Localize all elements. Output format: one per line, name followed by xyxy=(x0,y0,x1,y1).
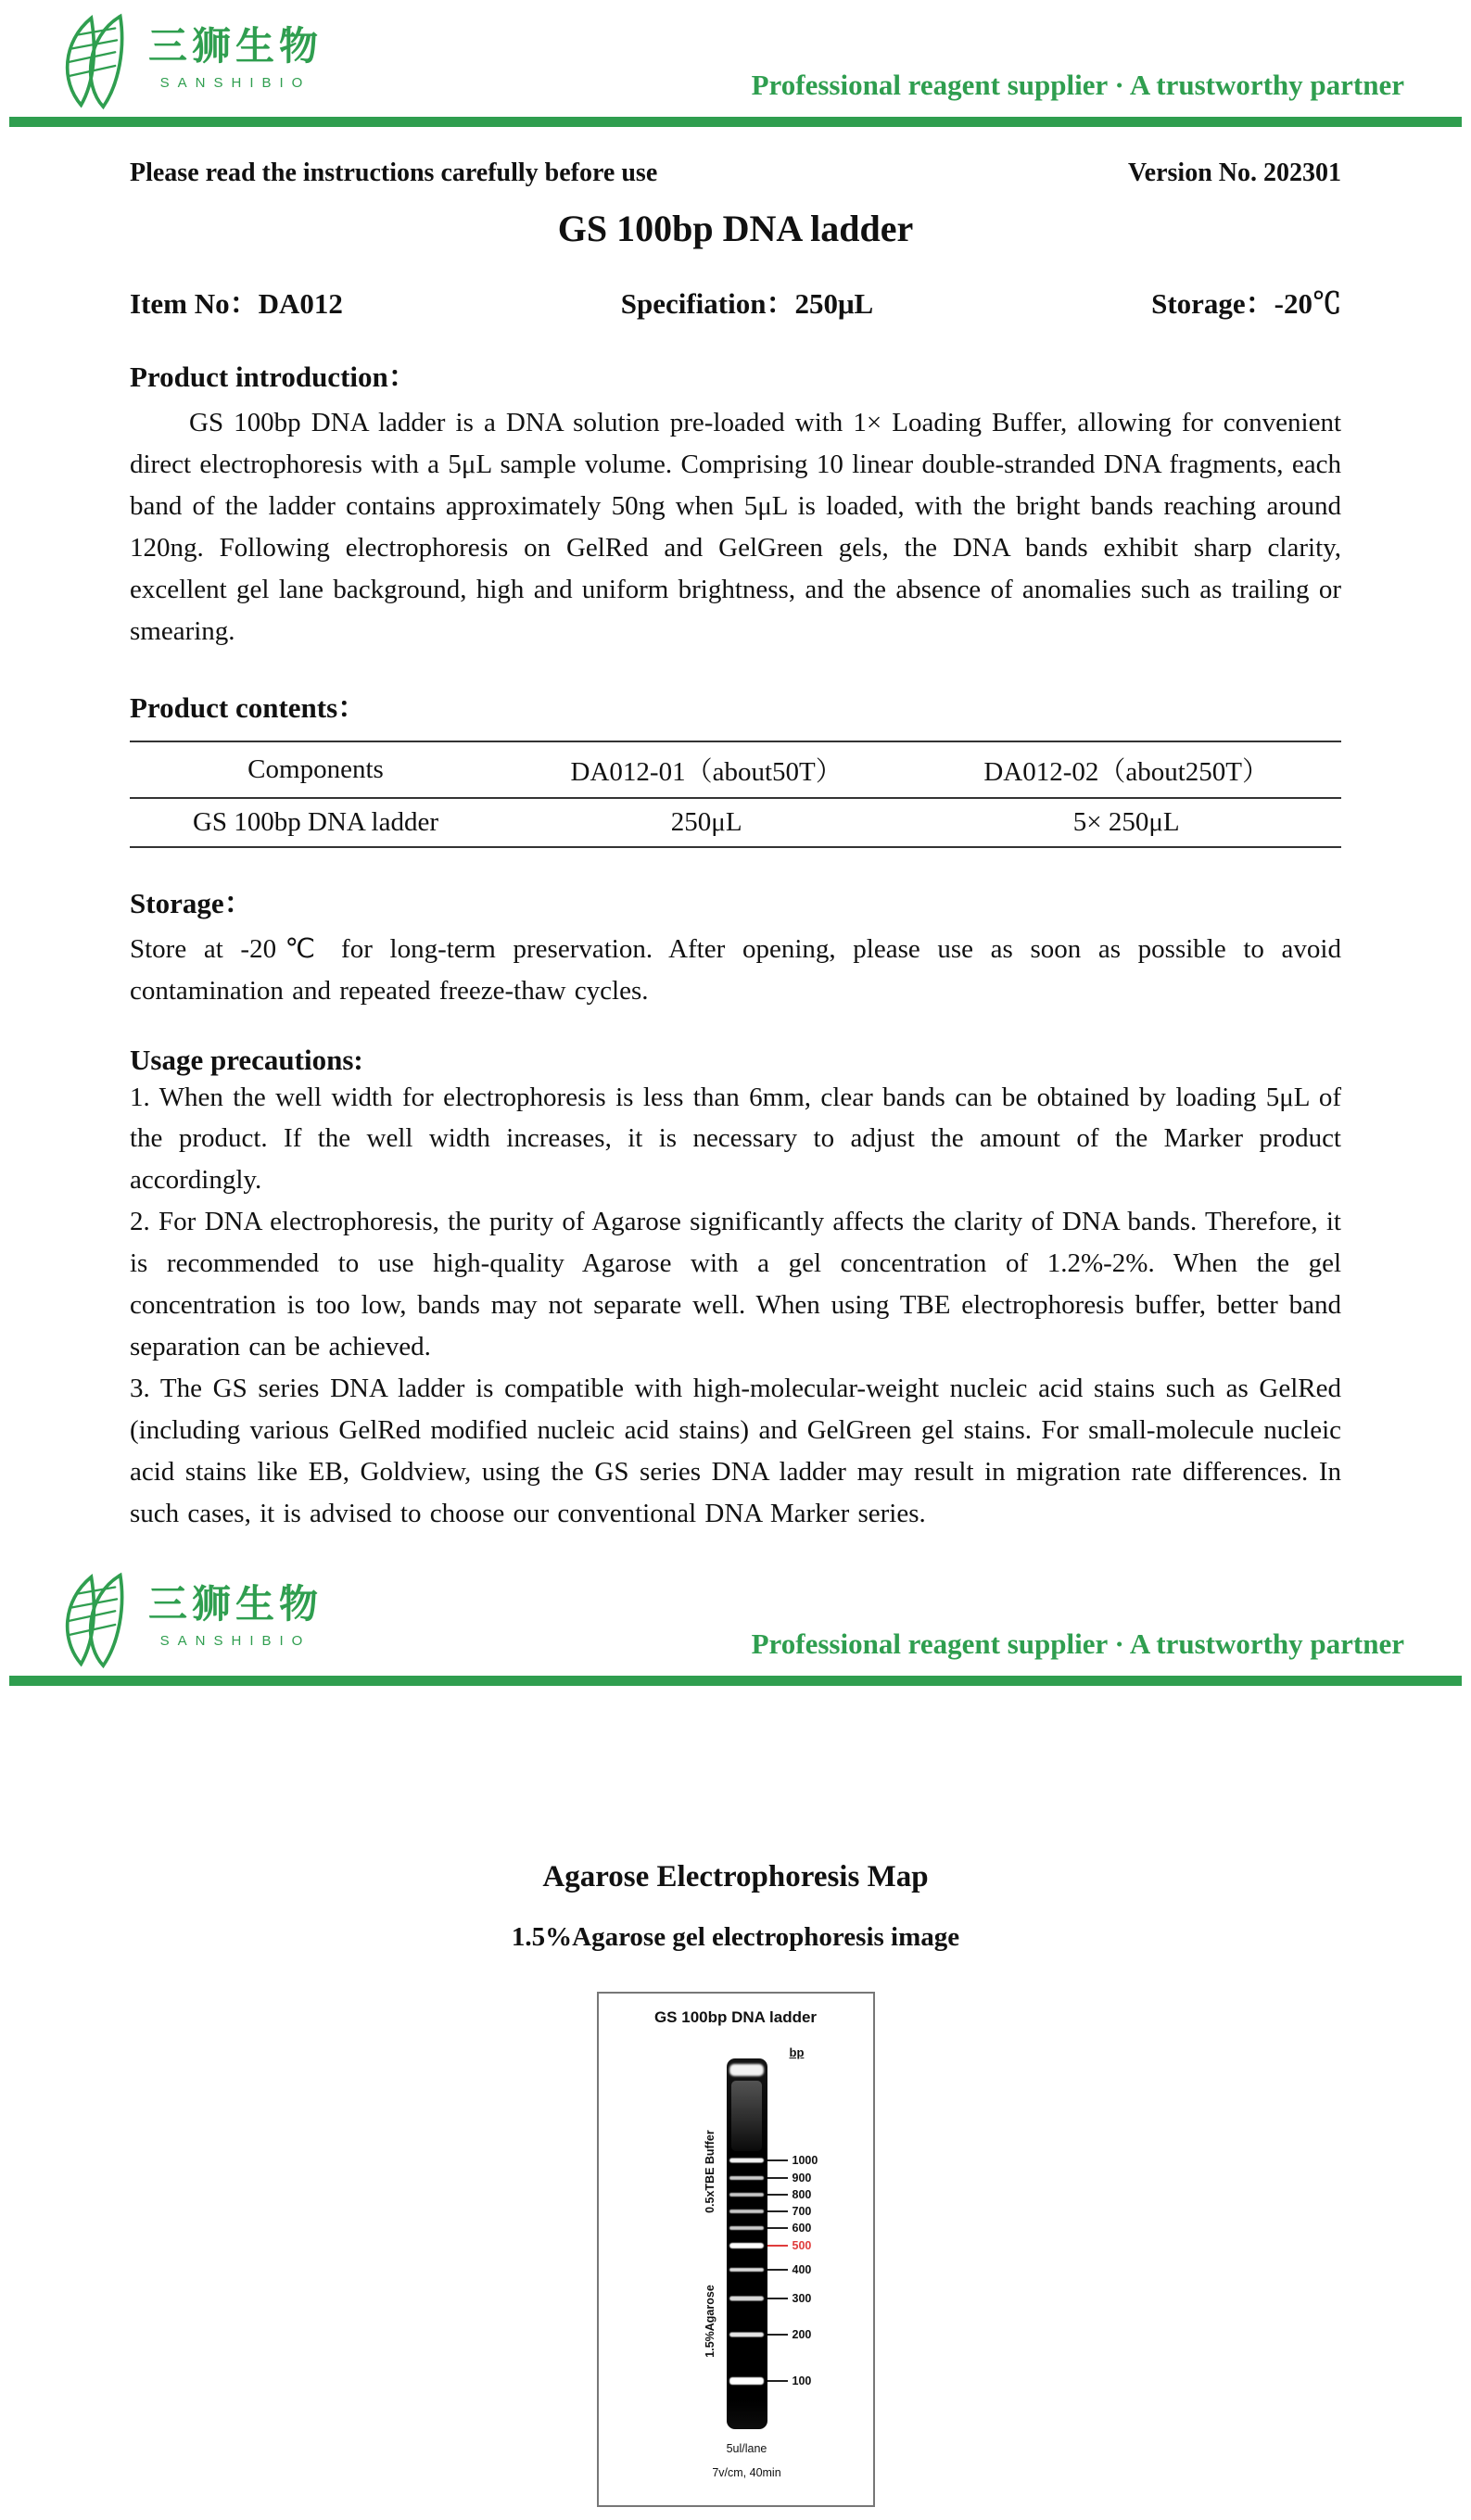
bp-unit-label: bp xyxy=(789,2045,805,2059)
header-divider-bar xyxy=(9,117,1462,127)
gel-band-label-100 xyxy=(767,2374,812,2387)
storage-temp: Storage：-20℃ xyxy=(1151,287,1341,320)
notice-row xyxy=(130,158,1341,188)
electrophoresis-section xyxy=(0,1860,1471,2507)
gel-band-label-500 xyxy=(767,2239,812,2252)
gel-band-tick xyxy=(767,2334,788,2336)
precaution-item-1: 1. When the well width for electrophoresis is less than 6mm, clear bands can be obtained by loading 5μL of the product. If the well width increases, it is necessary to adjust the amount of the Marker product accordingly. xyxy=(130,1082,1341,1196)
gel-band-label-200 xyxy=(767,2328,812,2341)
brand-tagline: Professional reagent supplier · A trustworthy partner xyxy=(751,69,1404,101)
gel-band-label-1000 xyxy=(767,2154,818,2167)
col-header-about250t: DA012-02（about250T） xyxy=(911,741,1341,798)
gel-band-label-900 xyxy=(767,2172,812,2184)
intro-heading: Product introduction： xyxy=(130,361,417,393)
cell-volume-50t: 250μL xyxy=(670,806,742,837)
precautions-heading: Usage precautions: xyxy=(130,1043,363,1076)
gel-band-tick xyxy=(767,2159,788,2161)
col-header-about50t: DA012-01（about50T） xyxy=(501,741,911,798)
gel-image-frame xyxy=(597,1992,875,2507)
gel-agarose-label: 1.5%Agarose xyxy=(703,2285,716,2358)
gel-band-size-text: 1000 xyxy=(792,2153,818,2167)
gel-band-size-text: 100 xyxy=(792,2374,812,2387)
precaution-item-2: 2. For DNA electrophoresis, the purity of Agarose significantly affects the clarity of DNA bands. Therefore, it is recommended to use high-quality Agarose with a gel concentration of 1.2%-2%. When the gel concentration is too low, bands may not separate well. When using TBE electrophoresis buffer, better band separation can be achieved. xyxy=(130,1207,1341,1362)
page-footer xyxy=(0,1559,1471,1676)
gel-band-800 xyxy=(729,2193,763,2197)
footer-brand-tagline: Professional reagent supplier · A trustworthy partner xyxy=(751,1627,1404,1660)
gel-band-tick xyxy=(767,2380,788,2382)
gel-band-size-text: 600 xyxy=(792,2222,812,2235)
gel-lane xyxy=(727,2058,767,2429)
gel-band-size-text: 700 xyxy=(792,2205,812,2218)
gel-band-label-800 xyxy=(767,2188,812,2201)
gel-band-tick xyxy=(767,2194,788,2196)
gel-buffer-label: 0.5xTBE Buffer xyxy=(703,2130,716,2213)
leaf-dna-logo-icon xyxy=(54,9,139,111)
gel-band-tick xyxy=(767,2298,788,2299)
gel-well xyxy=(729,2064,764,2076)
page-header xyxy=(0,0,1471,117)
product-title: GS 100bp DNA ladder xyxy=(557,208,914,249)
gel-run-caption: 7v/cm, 40min xyxy=(712,2465,781,2479)
gel-smear xyxy=(731,2081,762,2151)
gel-band-size-text: 400 xyxy=(792,2262,812,2276)
specification: Specifiation：250μL xyxy=(620,287,874,320)
read-instructions-notice: Please read the instructions carefully before use xyxy=(130,158,658,187)
brand-name xyxy=(148,16,323,106)
figure-subtitle: 1.5%Agarose gel electrophoresis image xyxy=(511,1921,960,1952)
footer-brand-name-en: SANSHIBIO xyxy=(159,1633,311,1650)
gel-band-900 xyxy=(729,2176,763,2180)
storage-paragraph: Store at -20℃ for long-term preservation. After opening, please use as soon as possible to avoid contamination and repeated freeze-thaw cycles. xyxy=(130,933,1341,1006)
version-number: Version No. 202301 xyxy=(1128,158,1341,187)
gel-band-size-text: 500 xyxy=(792,2238,812,2252)
gel-band-size-text: 300 xyxy=(792,2292,812,2305)
gel-band-tick xyxy=(767,2245,788,2247)
gel-load-caption: 5ul/lane xyxy=(726,2441,767,2455)
precaution-item-3: 3. The GS series DNA ladder is compatible with high-molecular-weight nucleic acid stains such as GelRed (including various GelRed modified nucleic acid stains) and GelGreen gel stains. For small-molecule nucleic acid stains like EB, Goldview, using the GS series DNA ladder may result in migration rate differences. In such cases, it is advised to choose our conventional DNA Marker series. xyxy=(130,1374,1341,1528)
brand-name-cn: 三狮生物 xyxy=(148,22,323,69)
brand-name-en: SANSHIBIO xyxy=(159,74,311,91)
table-header-row xyxy=(130,741,1341,798)
gel-band-label-400 xyxy=(767,2263,812,2276)
footer-divider-bar xyxy=(9,1676,1462,1686)
product-meta-row xyxy=(130,280,1341,322)
document-content xyxy=(0,158,1471,1535)
product-contents-table xyxy=(130,741,1341,848)
gel-band-500 xyxy=(729,2243,763,2248)
leaf-dna-logo-icon xyxy=(54,1568,139,1670)
intro-paragraph: GS 100bp DNA ladder is a DNA solution pre-loaded with 1× Loading Buffer, allowing for convenient direct electrophoresis with a 5μL sample volume. Comprising 10 linear double-stranded DNA fragments, each band of the ladder contains approximately 50ng when 5μL is loaded, with the bright bands reaching around 120ng. Following electrophoresis on GelRed and GelGreen gels, the DNA bands exhibit sharp clarity, excellent gel lane background, high and uniform brightness, and the absence of anomalies such as trailing or smearing. xyxy=(130,408,1341,646)
gel-band-400 xyxy=(729,2268,763,2272)
gel-band-size-text: 900 xyxy=(792,2172,812,2184)
gel-conditions-vertical-label xyxy=(703,2058,717,2429)
gel-band-1000 xyxy=(729,2158,763,2162)
gel-band-tick xyxy=(767,2269,788,2271)
gel-band-600 xyxy=(729,2226,763,2230)
gel-ladder-title: GS 100bp DNA ladder xyxy=(653,2007,818,2026)
gel-band-100 xyxy=(729,2377,763,2385)
gel-band-300 xyxy=(729,2297,763,2301)
gel-inner xyxy=(599,2032,873,2496)
gel-band-label-300 xyxy=(767,2292,812,2305)
gel-band-tick xyxy=(767,2177,788,2179)
footer-brand-logo xyxy=(54,1568,323,1670)
col-header-components: Components xyxy=(130,741,501,798)
gel-band-label-700 xyxy=(767,2205,812,2218)
cell-component-name: GS 100bp DNA ladder xyxy=(192,806,438,837)
gel-band-tick xyxy=(767,2210,788,2212)
cell-volume-250t: 5× 250μL xyxy=(1072,806,1180,837)
gel-band-700 xyxy=(729,2210,763,2213)
contents-heading: Product contents： xyxy=(130,690,367,724)
table-row xyxy=(130,798,1341,847)
gel-band-size-text: 800 xyxy=(792,2188,812,2201)
footer-brand-name-cn: 三狮生物 xyxy=(148,1581,323,1627)
storage-heading: Storage： xyxy=(130,886,253,919)
figure-title: Agarose Electrophoresis Map xyxy=(542,1859,929,1893)
gel-band-label-600 xyxy=(767,2222,812,2235)
gel-band-200 xyxy=(729,2332,763,2336)
brand-logo xyxy=(54,9,323,111)
footer-brand-name xyxy=(148,1574,323,1664)
item-no: Item No：DA012 xyxy=(130,287,343,320)
gel-band-size-text: 200 xyxy=(792,2327,812,2341)
gel-band-tick xyxy=(767,2227,788,2229)
